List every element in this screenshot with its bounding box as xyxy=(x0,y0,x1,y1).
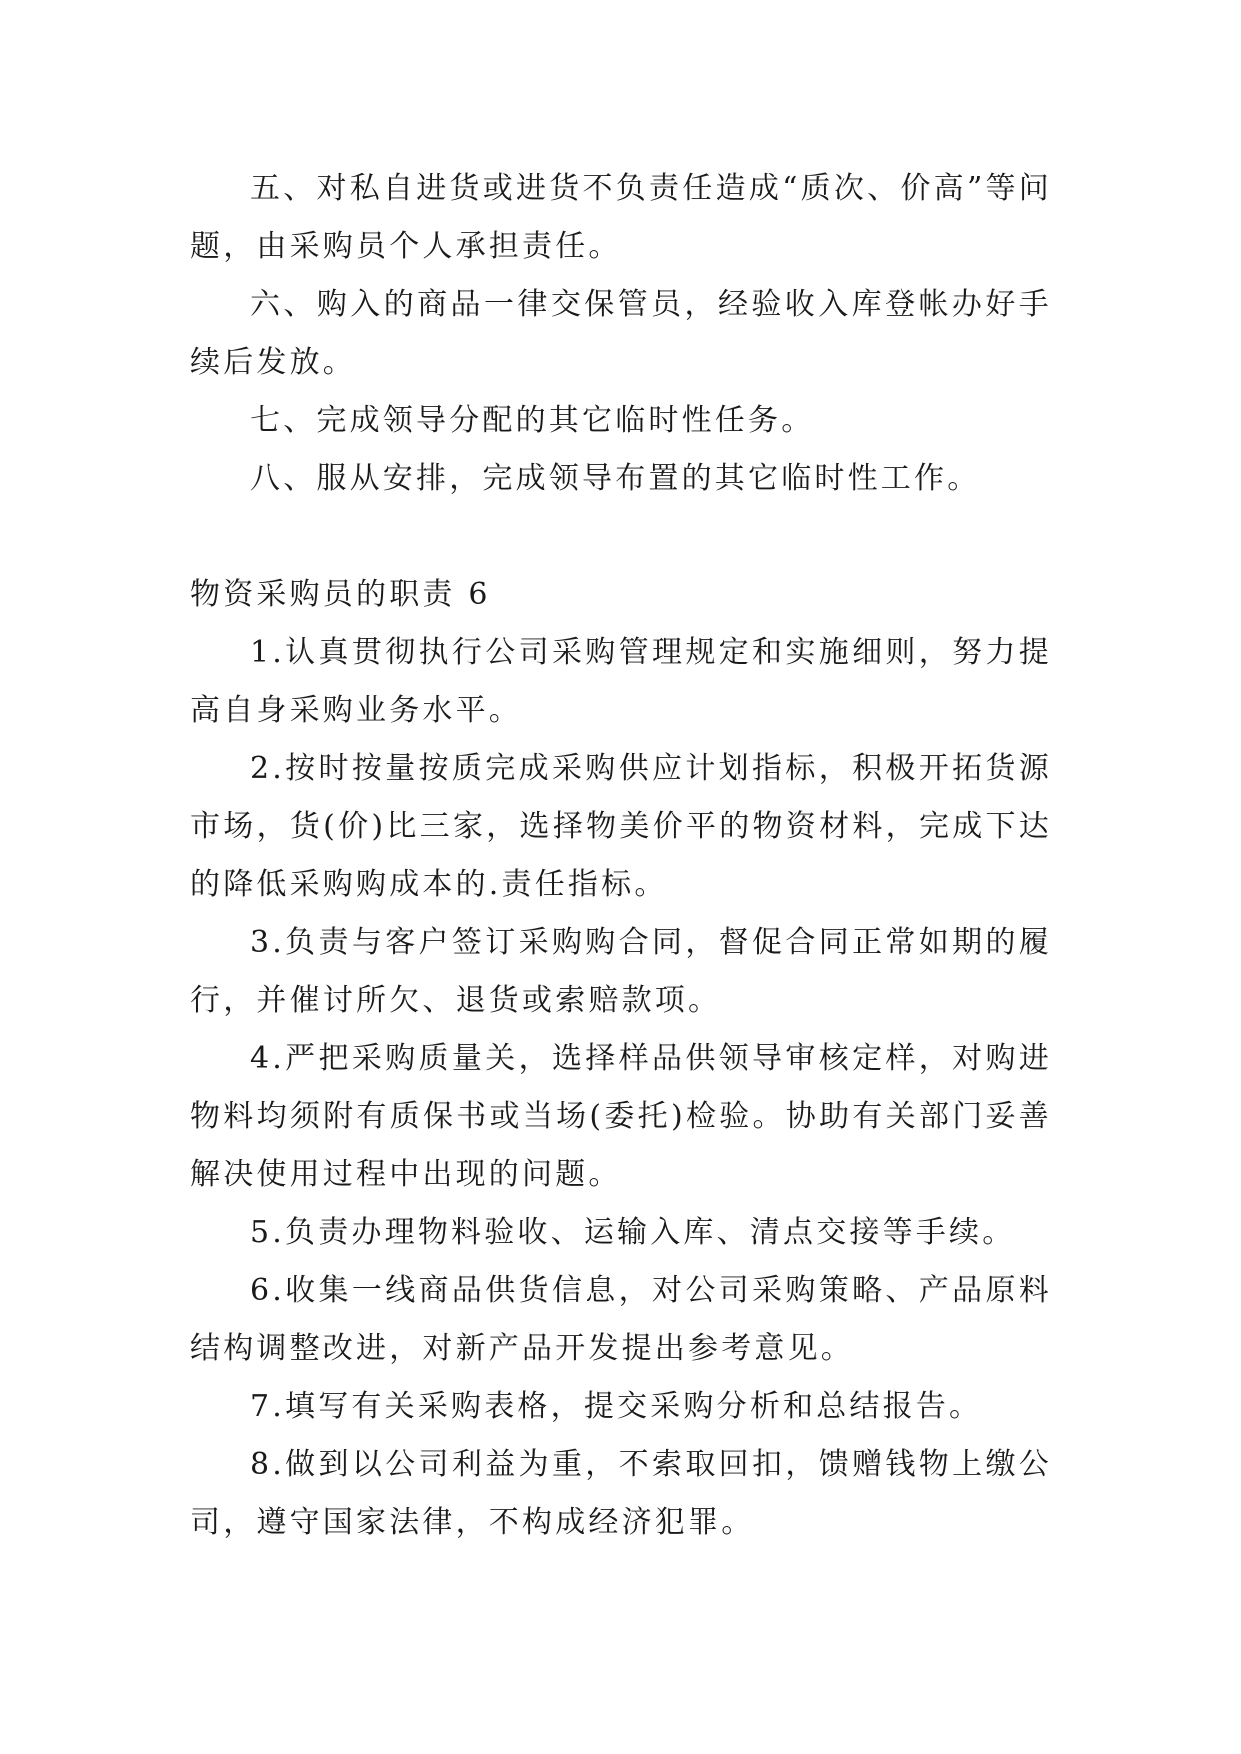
paragraph-item-8: 八、服从安排，完成领导布置的其它临时性工作。 xyxy=(250,461,981,496)
duty-item-7: 7.填写有关采购表格，提交采购分析和总结报告。 xyxy=(250,1389,983,1424)
duty-item-6: 6.收集一线商品供货信息，对公司采购策略、产品原料结构调整改进，对新产品开发提出参考意见。 xyxy=(190,1273,1052,1366)
duty-item-3: 3.负责与客户签订采购购合同，督促合同正常如期的履行，并催讨所欠、退货或索赔款项。 xyxy=(190,925,1052,1018)
duty-item-8: 8.做到以公司利益为重，不索取回扣，馈赠钱物上缴公司，遵守国家法律，不构成经济犯罪。 xyxy=(190,1447,1052,1540)
document-body xyxy=(190,160,1052,1552)
section-heading: 物资采购员的职责 6 xyxy=(190,577,491,612)
duty-item-5: 5.负责办理物料验收、运输入库、清点交接等手续。 xyxy=(250,1215,1016,1250)
duty-item-2: 2.按时按量按质完成采购供应计划指标，积极开拓货源市场，货(价)比三家，选择物美价平的物资材料，完成下达的降低采购购成本的.责任指标。 xyxy=(190,751,1052,902)
paragraph-item-5: 五、对私自进货或进货不负责任造成“质次、价高”等问题，由采购员个人承担责任。 xyxy=(190,171,1052,264)
paragraph-item-7: 七、完成领导分配的其它临时性任务。 xyxy=(250,403,815,438)
paragraph-item-6: 六、购入的商品一律交保管员，经验收入库登帐办好手续后发放。 xyxy=(190,287,1052,380)
duty-item-4: 4.严把采购质量关，选择样品供领导审核定样，对购进物料均须附有质保书或当场(委托)检验。协助有关部门妥善解决使用过程中出现的问题。 xyxy=(190,1041,1052,1192)
duty-item-1: 1.认真贯彻执行公司采购管理规定和实施细则，努力提高自身采购业务水平。 xyxy=(190,635,1052,728)
